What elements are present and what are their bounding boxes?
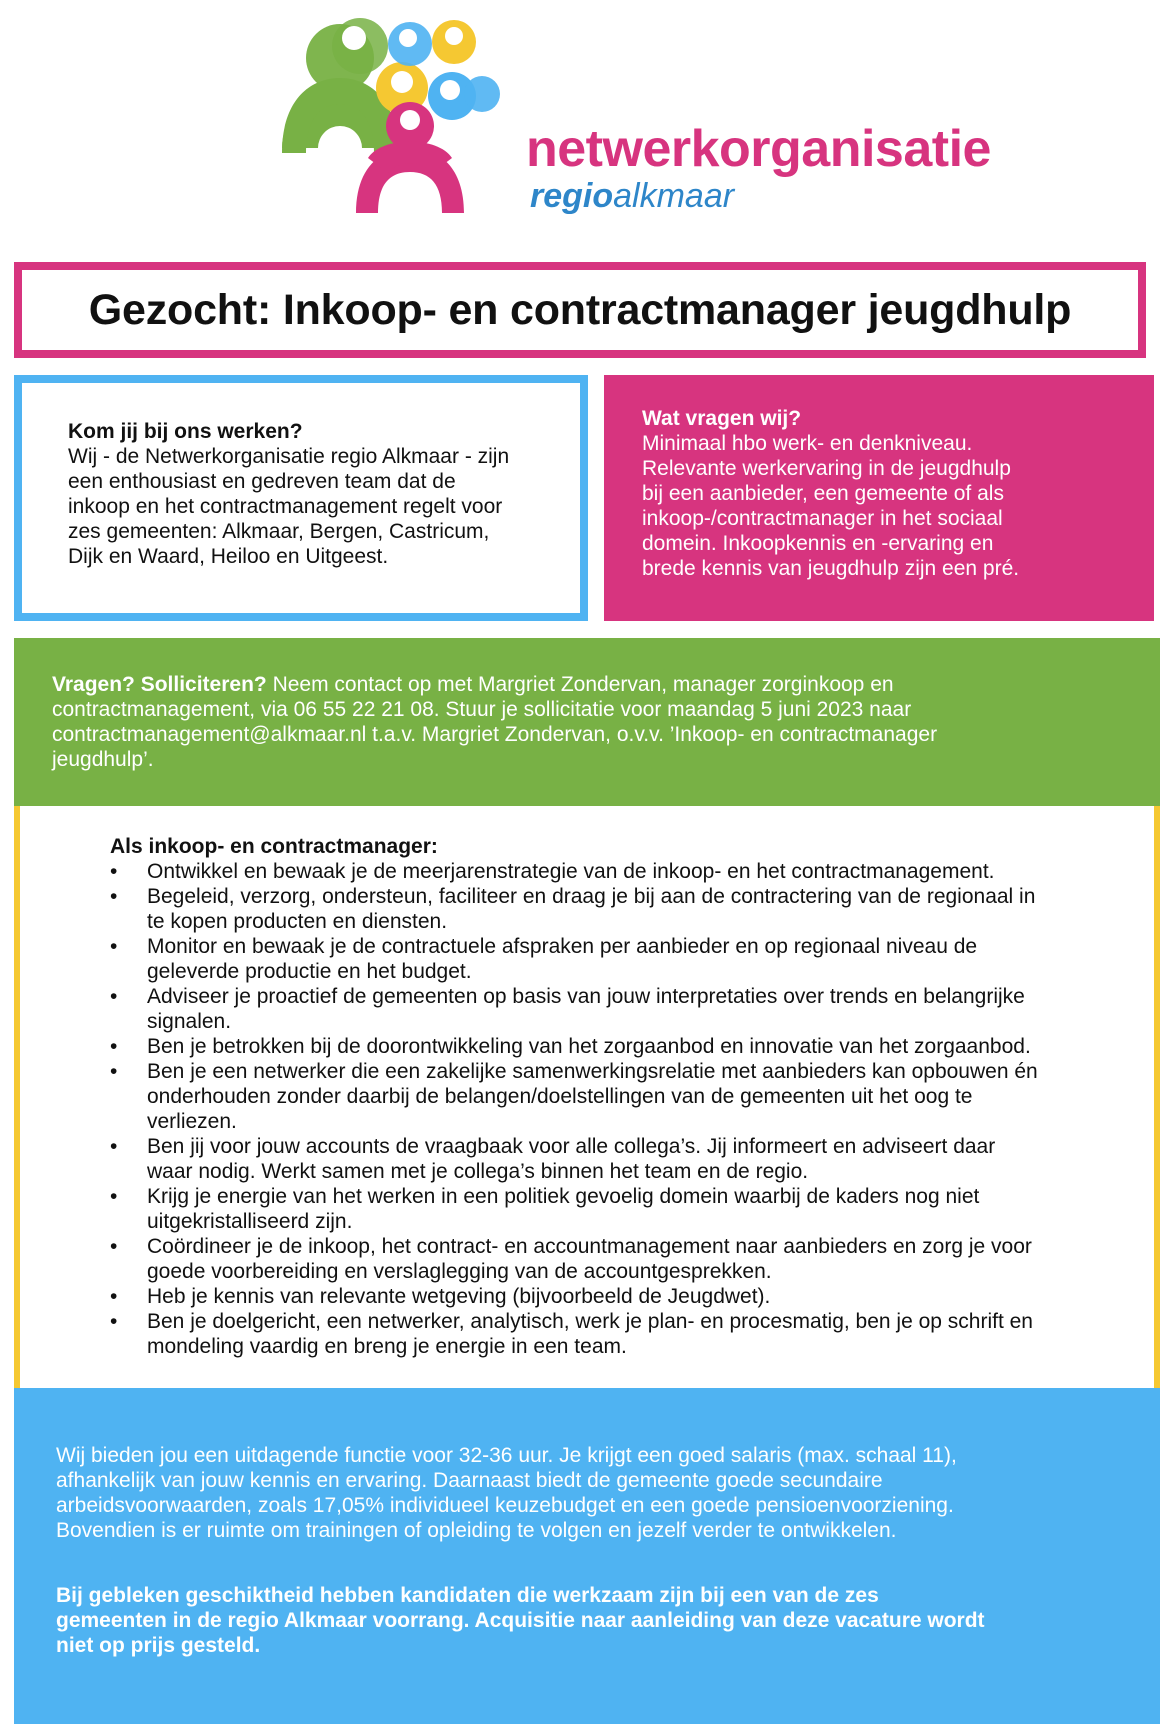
bullet-icon: • xyxy=(110,1310,118,1333)
logo xyxy=(282,8,1002,233)
bullet-icon: • xyxy=(110,1235,118,1258)
title-banner xyxy=(14,262,1146,358)
requirements-line: inkoop-/contractmanager in het sociaal xyxy=(642,507,1003,530)
contact-line-1 xyxy=(52,672,1130,697)
contact-line: jeugdhulp’. xyxy=(52,748,154,771)
intro-line: een enthousiast en gedreven team dat de xyxy=(68,470,456,493)
task-line: Coördineer je de inkoop, het contract- en accountmanagement naar aanbieders en zorg je voor xyxy=(147,1235,1032,1258)
task-item xyxy=(110,984,1114,1034)
brand-name: netwerkorganisatie xyxy=(526,120,991,178)
offer-section xyxy=(14,1388,1160,1724)
task-line: te kopen producten en diensten. xyxy=(147,910,448,933)
task-item xyxy=(110,1034,1114,1059)
task-item xyxy=(110,1059,1114,1134)
requirements-line: Minimaal hbo werk- en denkniveau. xyxy=(642,432,973,455)
task-line: Adviseer je proactief de gemeenten op basis van jouw interpretaties over trends en belangrijke xyxy=(147,985,1025,1008)
task-item xyxy=(110,1134,1114,1184)
priority-line: Bij gebleken geschiktheid hebben kandidaten die werkzaam zijn bij een van de zes xyxy=(56,1584,879,1607)
bullet-icon: • xyxy=(110,1060,118,1083)
contact-line: Neem contact op met Margriet Zondervan, manager zorginkoop en xyxy=(266,673,894,696)
bullet-icon: • xyxy=(110,1185,118,1208)
tasks-heading: Als inkoop- en contractmanager: xyxy=(110,835,438,858)
tasks-section xyxy=(14,806,1160,1388)
task-item xyxy=(110,1284,1114,1309)
intro-line: Dijk en Waard, Heiloo en Uitgeest. xyxy=(68,545,389,568)
task-item xyxy=(110,859,1114,884)
offer-paragraph xyxy=(56,1443,1120,1543)
task-item xyxy=(110,934,1114,984)
offer-line: Wij bieden jou een uitdagende functie voor 32-36 uur. Je krijgt een goed salaris (max. schaal 11), xyxy=(56,1444,957,1467)
task-line: mondeling vaardig en breng je energie in een team. xyxy=(147,1335,627,1358)
requirements-section xyxy=(604,375,1154,621)
task-line: Ontwikkel en bewaak je de meerjarenstrategie van de inkoop- en het contractmanagement. xyxy=(147,860,995,883)
requirements-heading: Wat vragen wij? xyxy=(642,407,802,430)
brand-region xyxy=(530,177,734,216)
task-line: Krijg je energie van het werken in een politiek gevoelig domein waarbij de kaders nog niet xyxy=(147,1185,980,1208)
brand-region-light: alkmaar xyxy=(613,177,735,215)
requirements-line: bij een aanbieder, een gemeente of als xyxy=(642,482,1004,505)
task-item xyxy=(110,1309,1114,1359)
bullet-icon: • xyxy=(110,985,118,1008)
brand-region-bold: regio xyxy=(530,177,614,215)
offer-line: afhankelijk van jouw kennis en ervaring. Daarnaast biedt de gemeente goede secundaire xyxy=(56,1469,883,1492)
requirements-line: brede kennis van jeugdhulp zijn een pré. xyxy=(642,557,1020,580)
priority-line: niet op prijs gesteld. xyxy=(56,1634,261,1657)
task-line: Monitor en bewaak je de contractuele afspraken per aanbieder en op regionaal niveau de xyxy=(147,935,978,958)
page-title: Gezocht: Inkoop- en contractmanager jeugdhulp xyxy=(88,285,1072,334)
priority-line: gemeenten in de regio Alkmaar voorrang. Acquisitie naar aanleiding van deze vacature wordt xyxy=(56,1609,985,1632)
requirements-line: Relevante werkervaring in de jeugdhulp xyxy=(642,457,1011,480)
bullet-icon: • xyxy=(110,1135,118,1158)
task-line: verliezen. xyxy=(147,1110,237,1133)
people-group-icon xyxy=(282,8,542,233)
bullet-icon: • xyxy=(110,885,118,908)
task-line: uitgekristalliseerd zijn. xyxy=(147,1210,353,1233)
intro-line: zes gemeenten: Alkmaar, Bergen, Castricum, xyxy=(68,520,490,543)
task-item xyxy=(110,884,1114,934)
task-line: onderhouden zonder daarbij de belangen/doelstellingen van de gemeenten uit het oog te xyxy=(147,1085,973,1108)
priority-paragraph xyxy=(56,1583,1120,1658)
task-item xyxy=(110,1184,1114,1234)
task-line: geleverde productie en het budget. xyxy=(147,960,472,983)
task-line: Heb je kennis van relevante wetgeving (bijvoorbeeld de Jeugdwet). xyxy=(147,1285,771,1308)
bullet-icon: • xyxy=(110,860,118,883)
intro-heading: Kom jij bij ons werken? xyxy=(68,420,303,443)
task-line: Ben je betrokken bij de doorontwikkeling van het zorgaanbod en innovatie van het zorgaanbod. xyxy=(147,1035,1031,1058)
task-line: Ben je doelgericht, een netwerker, analytisch, werk je plan- en procesmatig, ben je op schrift en xyxy=(147,1310,1033,1333)
task-line: Begeleid, verzorg, ondersteun, faciliteer en draag je bij aan de contractering van de regionaal in xyxy=(147,885,1036,908)
task-line: waar nodig. Werkt samen met je collega’s binnen het team en de regio. xyxy=(147,1160,809,1183)
task-line: goede voorbereiding en verslaglegging van de accountgesprekken. xyxy=(147,1260,772,1283)
bullet-icon: • xyxy=(110,1035,118,1058)
bullet-icon: • xyxy=(110,1285,118,1308)
intro-line: inkoop en het contractmanagement regelt voor xyxy=(68,495,503,518)
task-line: Ben jij voor jouw accounts de vraagbaak voor alle collega’s. Jij informeert en adviseert daar xyxy=(147,1135,996,1158)
contact-line: contractmanagement@alkmaar.nl t.a.v. Margriet Zondervan, o.v.v. ’Inkoop- en contractmanager xyxy=(52,723,938,746)
task-line: Ben je een netwerker die een zakelijke samenwerkingsrelatie met aanbieders kan opbouwen én xyxy=(147,1060,1038,1083)
offer-line: arbeidsvoorwaarden, zoals 17,05% individueel keuzebudget en een goede pensioenvoorziening. xyxy=(56,1494,954,1517)
contact-line: contractmanagement, via 06 55 22 21 08. Stuur je sollicitatie voor maandag 5 juni 2023 naar xyxy=(52,698,912,721)
contact-heading: Vragen? Solliciteren? xyxy=(52,673,267,696)
requirements-line: domein. Inkoopkennis en -ervaring en xyxy=(642,532,994,555)
intro-line: Wij - de Netwerkorganisatie regio Alkmaar - zijn xyxy=(68,445,510,468)
tasks-list xyxy=(110,859,1114,1359)
contact-section xyxy=(14,638,1160,806)
intro-section xyxy=(14,375,588,621)
task-item xyxy=(110,1234,1114,1284)
bullet-icon: • xyxy=(110,935,118,958)
offer-line: Bovendien is er ruimte om trainingen of opleiding te volgen en jezelf verder te ontwikkelen. xyxy=(56,1519,897,1542)
task-line: signalen. xyxy=(147,1010,232,1033)
